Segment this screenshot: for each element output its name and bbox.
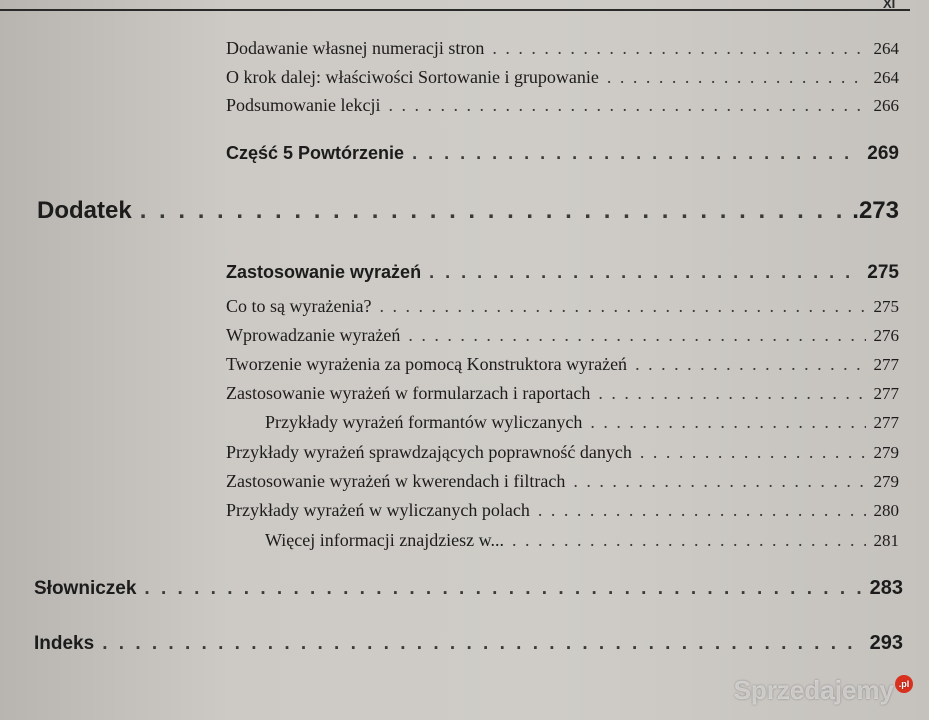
leader-dots (102, 633, 861, 655)
toc-entry-label: Zastosowanie wyrażeń w formularzach i raportach (226, 383, 591, 403)
toc-entry-page: 277 (873, 355, 899, 374)
toc-section-label: Zastosowanie wyrażeń (226, 262, 422, 282)
toc-entry (226, 500, 899, 521)
toc-appendix-page: .273 (852, 197, 899, 224)
watermark-text: Sprzedajemy (733, 675, 894, 705)
toc-entry-page: 279 (873, 472, 899, 491)
leader-dots (492, 38, 865, 59)
toc-appendix-label: Dodatek (37, 197, 132, 224)
leader-dots (512, 530, 866, 551)
leader-dots (140, 197, 845, 225)
toc-entry-label: Tworzenie wyrażenia za pomocą Konstruktora wyrażeń (226, 354, 628, 374)
leader-dots (598, 383, 865, 404)
leader-dots (388, 95, 865, 116)
toc-entry (226, 383, 899, 404)
toc-entry-page: 266 (873, 96, 899, 115)
header-rule (0, 9, 910, 11)
toc-index (34, 632, 903, 655)
toc-entry-page: 281 (873, 531, 899, 550)
toc-index-label: Indeks (34, 633, 95, 654)
watermark-badge: .pl (895, 675, 913, 693)
toc-entry (226, 296, 899, 317)
toc-section (226, 143, 899, 165)
toc-entry-page: 275 (873, 297, 899, 316)
toc-entry (226, 442, 899, 463)
toc-entry (226, 95, 899, 116)
toc-index-page: 293 (869, 632, 903, 654)
toc-entry-label: Przykłady wyrażeń sprawdzających poprawność danych (226, 442, 632, 462)
page-number: XI (883, 0, 896, 11)
toc-entry-label: Więcej informacji znajdziesz w... (265, 530, 504, 550)
toc-entry (226, 471, 899, 492)
leader-dots (607, 67, 866, 88)
toc-entry-nested (265, 412, 899, 433)
leader-dots (573, 471, 865, 492)
toc-section-page: 269 (867, 143, 899, 164)
toc-entry (226, 38, 899, 59)
watermark (734, 675, 913, 706)
toc-entry-label: Dodawanie własnej numeracji stron (226, 38, 485, 58)
toc-section-page: 275 (867, 262, 899, 283)
toc-glossary-page: 283 (869, 577, 903, 599)
toc-entry-nested (265, 530, 899, 551)
leader-dots (538, 500, 866, 521)
toc-entry-page: 276 (873, 326, 899, 345)
toc-entry-page: 277 (873, 384, 899, 403)
leader-dots (408, 325, 865, 346)
toc-entry-label: Wprowadzanie wyrażeń (226, 325, 401, 345)
toc-appendix (37, 197, 899, 225)
toc-entry-page: 279 (873, 443, 899, 462)
toc-entry-label: Podsumowanie lekcji (226, 95, 381, 115)
leader-dots (379, 296, 865, 317)
toc-entry-label: O krok dalej: właściwości Sortowanie i grupowanie (226, 67, 599, 87)
toc-entry (226, 67, 899, 88)
leader-dots (635, 354, 865, 375)
toc-glossary-label: Słowniczek (34, 578, 137, 599)
toc-entry (226, 325, 899, 346)
toc-section-label: Część 5 Powtórzenie (226, 143, 405, 163)
toc-entry-label: Przykłady wyrażeń w wyliczanych polach (226, 500, 530, 520)
toc-entry-label: Przykłady wyrażeń formantów wyliczanych (265, 412, 583, 432)
toc-entry-page: 280 (873, 501, 899, 520)
leader-dots (640, 442, 866, 463)
toc-entry-page: 277 (873, 413, 899, 432)
toc-entry-label: Zastosowanie wyrażeń w kwerendach i filtrach (226, 471, 566, 491)
toc-section (226, 262, 899, 284)
leader-dots (590, 412, 865, 433)
toc-entry (226, 354, 899, 375)
toc-glossary (34, 577, 903, 600)
toc-entry-label: Co to są wyrażenia? (226, 296, 372, 316)
toc-entry-page: 264 (873, 39, 899, 58)
leader-dots (144, 578, 861, 600)
leader-dots (429, 262, 859, 283)
toc-entry-page: 264 (873, 68, 899, 87)
leader-dots (412, 143, 859, 164)
